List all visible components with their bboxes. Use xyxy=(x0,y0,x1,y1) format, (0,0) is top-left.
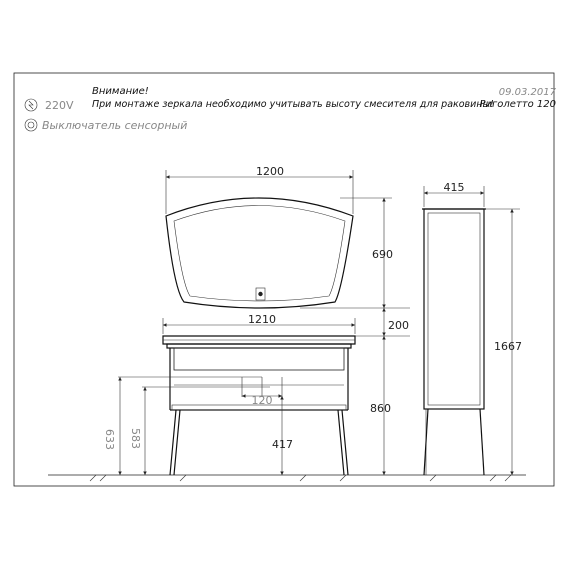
mirror-switch-icon xyxy=(256,288,265,300)
dim-mirror-gap: 200 xyxy=(388,319,409,332)
warning-title: Внимание! xyxy=(92,86,149,97)
model-name: Риголетто 120 xyxy=(479,99,556,110)
warning-text: При монтаже зеркала необходимо учитывать высоту смесителя для раковины! xyxy=(92,99,494,110)
power-socket-icon xyxy=(25,99,37,111)
switch-label: Выключатель сенсорный xyxy=(42,119,188,132)
floor-hatch xyxy=(90,475,511,481)
dim-outlet-633: 633 xyxy=(103,429,116,450)
power-label: 220V xyxy=(45,99,74,112)
touch-switch-icon xyxy=(25,119,37,131)
dim-mirror-height: 690 xyxy=(372,248,393,261)
dim-vanity-width: 1210 xyxy=(248,313,276,326)
tall-cabinet xyxy=(422,209,486,475)
dim-mirror-width: 1200 xyxy=(256,165,284,178)
dim-outlet-spacing: 120 xyxy=(251,394,273,407)
drawing-frame xyxy=(14,73,554,486)
dim-vanity-height: 860 xyxy=(370,402,391,415)
dim-outlet-583: 583 xyxy=(129,428,142,449)
dim-cabinet-depth: 415 xyxy=(443,181,465,194)
drawing-date: 09.03.2017 xyxy=(498,87,556,98)
dim-drain-height: 417 xyxy=(272,438,293,451)
dim-cabinet-height: 1667 xyxy=(494,340,522,353)
mirror xyxy=(166,198,353,308)
